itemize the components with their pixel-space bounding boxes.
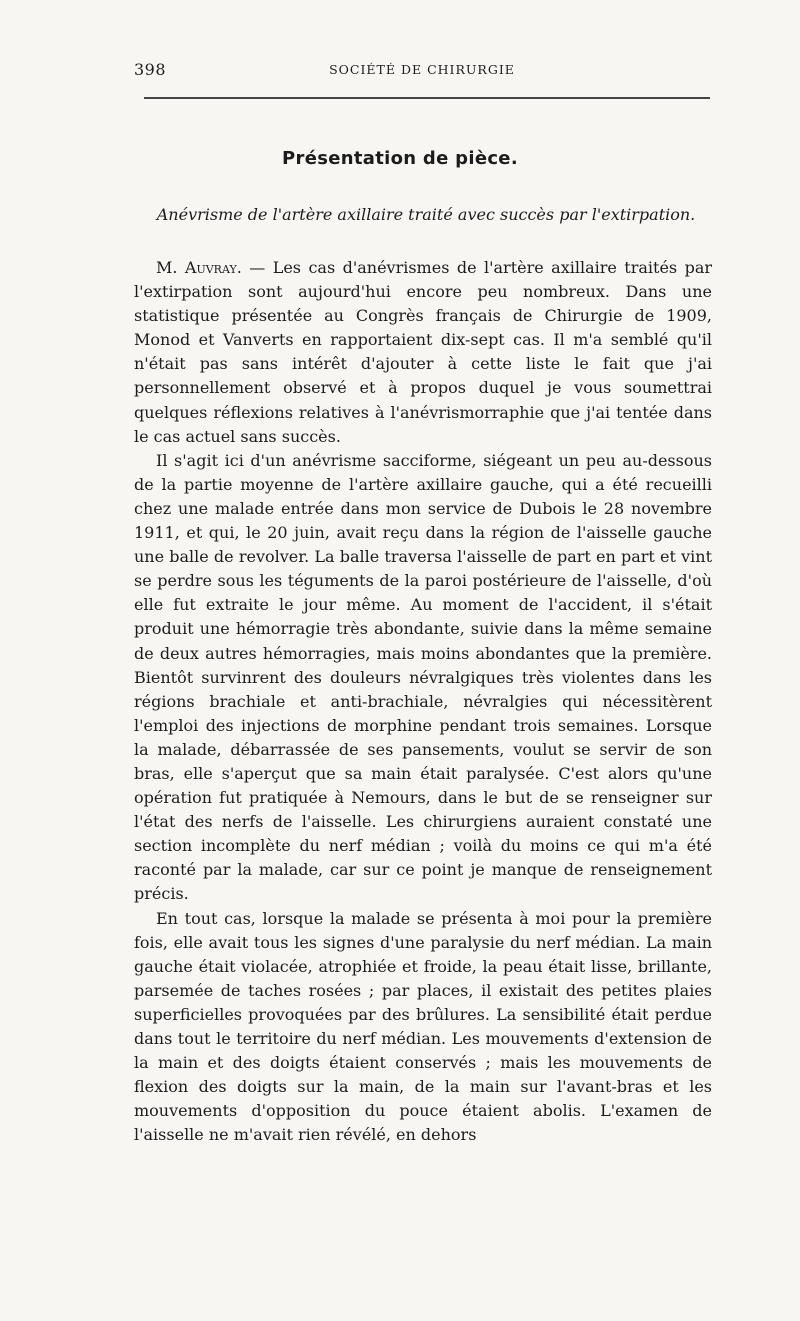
section-title: Présentation de pièce. (282, 148, 518, 169)
paragraph-1 (134, 256, 712, 449)
paragraph-3 (134, 907, 712, 1148)
article-body (134, 256, 712, 1147)
running-head: SOCIÉTÉ DE CHIRURGIE (329, 62, 515, 77)
article-subtitle: Anévrisme de l'artère axillaire traité avec succès par l'extirpation. (156, 205, 696, 224)
paragraph-text: Il s'agit ici d'un anévrisme sacciforme, siégeant un peu au-dessous de la partie moyenne de l'artère axillaire gauche, qui a été recueilli chez une malade entrée dans mon service de Dubois le 28 novembre 1911, et qui, le 20 juin, avait reçu dans la région de l'aisselle gauche une balle de revolver. La balle traversa l'aisselle de part en part et vint se perdre sous les téguments de la paroi postérieure de l'aisselle, d'où elle fut extraite le jour même. Au moment de l'accident, il s'était produit une hémorragie très abondante, suivie dans la même semaine de deux autres hémorragies, mais moins abondantes que la première. Bientôt survinrent des douleurs névralgiques très violentes dans les régions brachiale et anti-brachiale, névralgies qui nécessitèrent l'emploi des injections de morphine pendant trois semaines. Lorsque la malade, débarrassée de ses pansements, voulut se servir de son bras, elle s'aperçut que sa main était paralysée. C'est alors qu'une opération fut pratiquée à Nemours, dans le but de se renseigner sur l'état des nerfs de l'aisselle. Les chirurgiens auraient constaté une section incomplète du nerf médian ; voilà du moins ce qui m'a été raconté par la malade, car sur ce point je manque de renseignement précis. (134, 450, 712, 904)
author-name: M. Auvray. (156, 258, 242, 277)
page-header (134, 60, 710, 84)
paragraph-text: — Les cas d'anévrismes de l'artère axillaire traités par l'extirpation sont aujourd'hui encore peu nombreux. Dans une statistique présentée au Congrès français de Chirurgie de 1909, Monod et Vanverts en rapportaient dix-sept cas. Il m'a semblé qu'il n'était pas sans intérêt d'ajouter à cette liste le fait que j'ai personnellement observé et à propos duquel je vous soumettrai quelques réflexions relatives à l'anévrismorraphie que j'ai tentée dans le cas actuel sans succès. (134, 258, 713, 446)
header-rule (144, 97, 710, 99)
paragraph-text: En tout cas, lorsque la malade se présenta à moi pour la première fois, elle avait tous les signes d'une paralysie du nerf médian. La main gauche était violacée, atrophiée et froide, la peau était lisse, brillante, parsemée de taches rosées ; par places, il existait des petites plaies superficielles provoquées par des brûlures. La sensibilité était perdue dans tout le territoire du nerf médian. Les mouvements d'extension de la main et des doigts étaient conservés ; mais les mouvements de flexion des doigts sur la main, de la main sur l'avant-bras et les mouvements d'opposition du pouce étaient abolis. L'examen de l'aisselle ne m'avait rien révélé, en dehors (134, 908, 712, 1145)
paragraph-2 (134, 449, 712, 907)
page-number: 398 (134, 60, 167, 79)
